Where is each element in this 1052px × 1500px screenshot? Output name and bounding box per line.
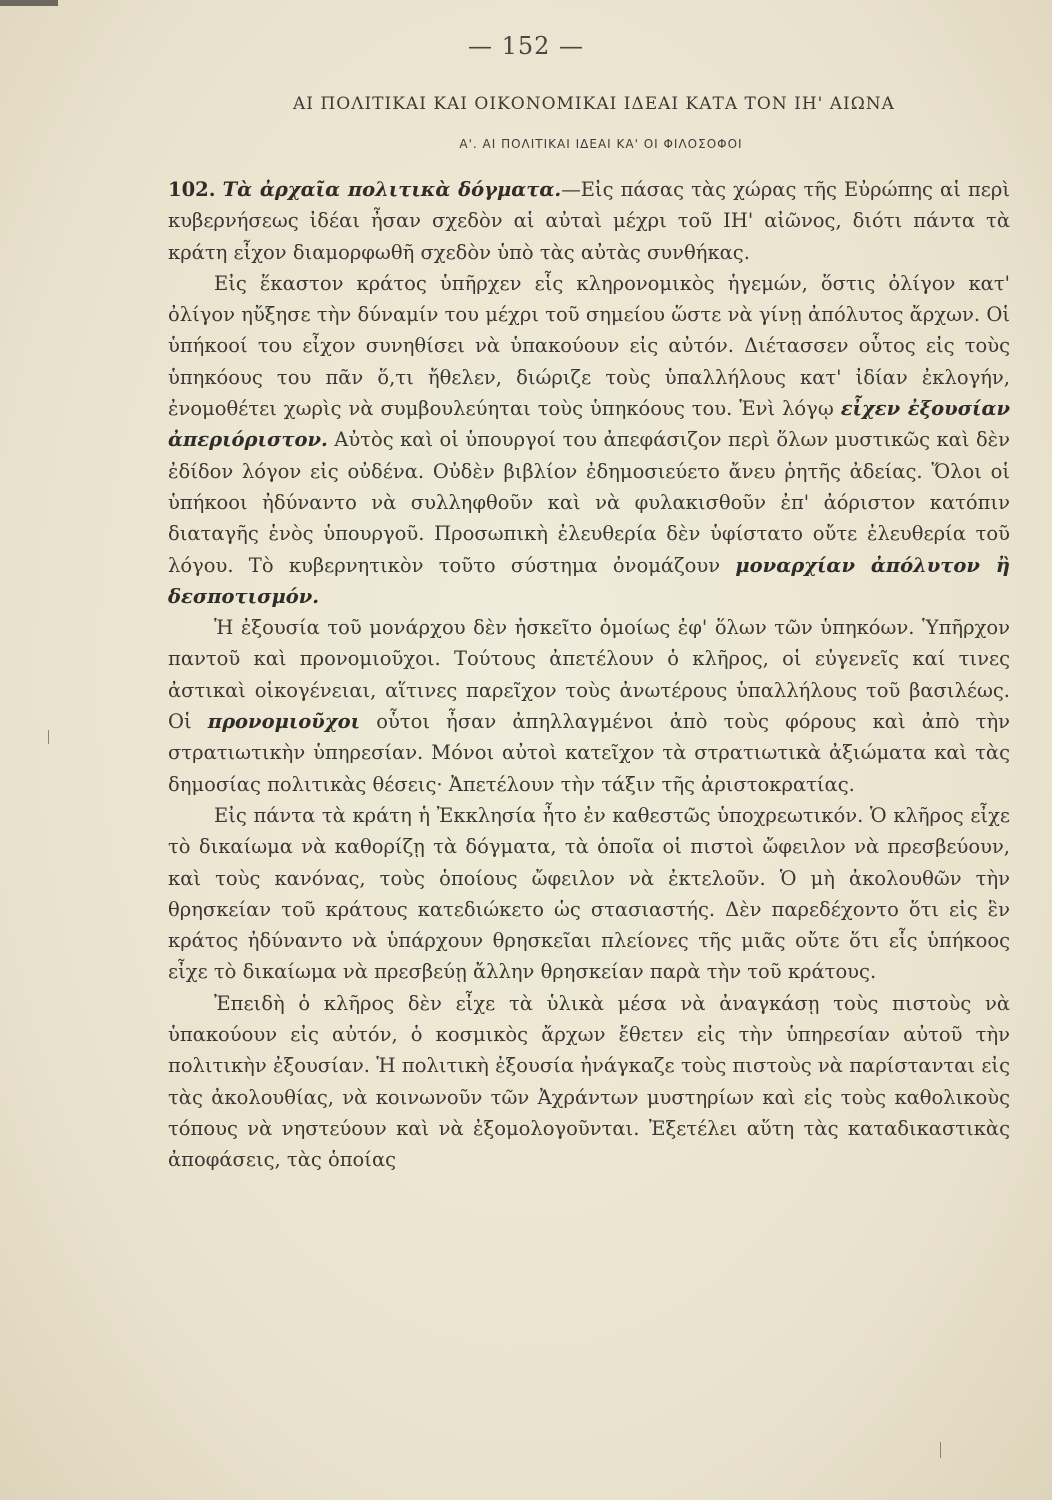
paragraph-text: Εἰς πάντα τὰ κράτη ἡ Ἐκκλησία ἦτο ἐν καθεστῶς ὑποχρεωτικόν. Ὁ κλῆρος εἶχε τὸ δικαίωμα νὰ καθορίζῃ τὰ δόγματα, τὰ ὁποῖα οἱ πιστοὶ ὤφειλον νὰ πρεσβεύουν, καὶ τοὺς κανόνας, τοὺς ὁποίους ὤφειλον νὰ ἐκτελοῦν. Ὁ μὴ ἀκολουθῶν τὴν θρησκείαν τοῦ κράτους κατεδιώκετο ὡς στασιαστής. Δὲν παρεδέχοντο ὅτι εἰς ἓν κράτος ἠδύναντο νὰ ὑπάρχουν θρησκεῖαι πλείονες τῆς μιᾶς οὔτε ὅτι εἷς ὑπήκοος εἶχε τὸ δικαίωμα νὰ πρεσβεύῃ ἄλλην θρησκείαν παρὰ τὴν τοῦ κράτους. (168, 803, 1010, 984)
paragraph-absolute-monarchy (168, 268, 1010, 612)
paragraph-text: Ἐπειδὴ ὁ κλῆρος δὲν εἶχε τὰ ὑλικὰ μέσα νὰ ἀναγκάσῃ τοὺς πιστοὺς νὰ ὑπακούουν εἰς αὐτόν, ὁ κοσμικὸς ἄρχων ἔθετεν εἰς τὴν ὑπηρεσίαν αὐτοῦ τὴν πολιτικὴν ἐξουσίαν. Ἡ πολιτικὴ ἐξουσία ἠνάγκαζε τοὺς πιστοὺς νὰ παρίστανται εἰς τὰς ἀκολουθίας, νὰ κοινωνοῦν τῶν Ἀχράντων μυστηρίων καὶ εἰς τοὺς καθολικοὺς τόπους νὰ νηστεύουν καὶ νὰ ἐξομολογοῦνται. Ἐξετέλει αὕτη τὰς καταδικαστικὰς ἀποφάσεις, τὰς ὁποίας (168, 991, 1010, 1172)
paragraph-privileged (168, 612, 1010, 800)
paragraph-heading: Τὰ ἀρχαῖα πολιτικὰ δόγματα. (222, 178, 562, 201)
chapter-title: ΑΙ ΠΟΛΙΤΙΚΑΙ ΚΑΙ ΟΙΚΟΝΟΜΙΚΑΙ ΙΔΕΑΙ ΚΑΤΑ ΤΟΝ ΙΗ' ΑΙΩΝΑ (293, 94, 895, 114)
margin-mark (940, 1442, 941, 1458)
emphasized-phrase: εἶχεν ἐξουσίαν ἀπεριόριστον. (168, 397, 1011, 452)
paragraph-text: Εἰς ἕκαστον κράτος ὑπῆρχεν εἷς κληρονομικὸς ἡγεμών, ὅστις ὀλίγον κατ' ὀλίγον ηὔξησε τὴν δύναμίν του μέχρι τοῦ σημείου ὥστε νὰ γίνῃ ἀπόλυτος ἄρχων. Οἱ ὑπήκοοί του εἶχον συνηθίσει νὰ ὑπακούουν εἰς αὐτόν. Διέτασσεν οὗτος εἰς τοὺς ὑπηκόους του πᾶν ὅ,τι ἤθελεν, διώριζε τοὺς ὑπαλλήλους κατ' ἰδίαν ἐκλογήν, ἐνομοθέτει χωρὶς νὰ συμβουλεύηται τοὺς ὑπηκόους του. Ἑνὶ λόγῳ (168, 271, 1010, 421)
paragraph-political-power (168, 988, 1010, 1176)
paragraph-text: Ἡ ἐξουσία τοῦ μονάρχου δὲν ἠσκεῖτο ὁμοίως ἐφ' ὅλων τῶν ὑπηκόων. Ὑπῆρχον παντοῦ καὶ προνομιοῦχοι. Τούτους ἀπετέλουν ὁ κλῆρος, οἱ εὐγενεῖς καί τινες ἀστικαὶ οἰκογένειαι, αἵτινες παρεῖχον τοὺς ἀνωτέρους ὑπαλλήλους τοῦ βασιλέως. Οἱ (168, 616, 1010, 734)
paragraph-church (168, 800, 1010, 988)
paragraph-number: 102. (168, 178, 216, 201)
emphasized-phrase: προνομιοῦχοι (207, 710, 361, 734)
body-text (168, 174, 1010, 1176)
emphasized-phrase: μοναρχίαν ἀπόλυτον ἢ δεσποτισμόν. (168, 553, 1010, 608)
paragraph-text: —Εἰς πάσας τὰς χώρας τῆς Εὐρώπης αἱ περὶ κυβερνήσεως ἰδέαι ἦσαν σχεδὸν αἱ αὐταὶ μέχρι τοῦ ΙΗ' αἰῶνος, διότι πάντα τὰ κράτη εἶχον διαμορφωθῆ σχεδὸν ὑπὸ τὰς αὐτὰς συνθήκας. (168, 178, 1010, 264)
page-corner-shadow (0, 0, 58, 6)
margin-mark (48, 730, 49, 744)
paragraph-text: Αὐτὸς καὶ οἱ ὑπουργοί του ἀπεφάσιζον περὶ ὅλων μυστικῶς καὶ δὲν ἐδίδον λόγον εἰς οὐδένα. Οὐδὲν βιβλίον ἐδημοσιεύετο ἄνευ ῥητῆς ἀδείας. Ὅλοι οἱ ὑπήκοοι ἠδύναντο νὰ συλληφθοῦν καὶ νὰ φυλακισθοῦν ἐπ' ἀόριστον κατόπιν διαταγῆς ἑνὸς ὑπουργοῦ. Προσωπικὴ ἐλευθερία δὲν ὑφίστατο οὔτε ἐλευθερία τοῦ λόγου. Τὸ κυβερνητικὸν τοῦτο σύστημα ὀνομάζουν (168, 428, 1010, 577)
page-number: — 152 — (467, 32, 585, 60)
paragraph-text: οὗτοι ἦσαν ἀπηλλαγμένοι ἀπὸ τοὺς φόρους καὶ ἀπὸ τὴν στρατιωτικὴν ὑπηρεσίαν. Μόνοι αὐτοὶ κατεῖχον τὰ στρατιωτικὰ ἀξιώματα καὶ τὰς δημοσίας πολιτικὰς θέσεις· Ἀπετέλουν τὴν τάξιν τῆς ἀριστοκρατίας. (168, 710, 1010, 796)
paragraph-102 (168, 174, 1010, 268)
section-title: Α'. ΑΙ ΠΟΛΙΤΙΚΑΙ ΙΔΕΑΙ ΚΑ' ΟΙ ΦΙΛΟΣΟΦΟΙ (459, 137, 743, 151)
